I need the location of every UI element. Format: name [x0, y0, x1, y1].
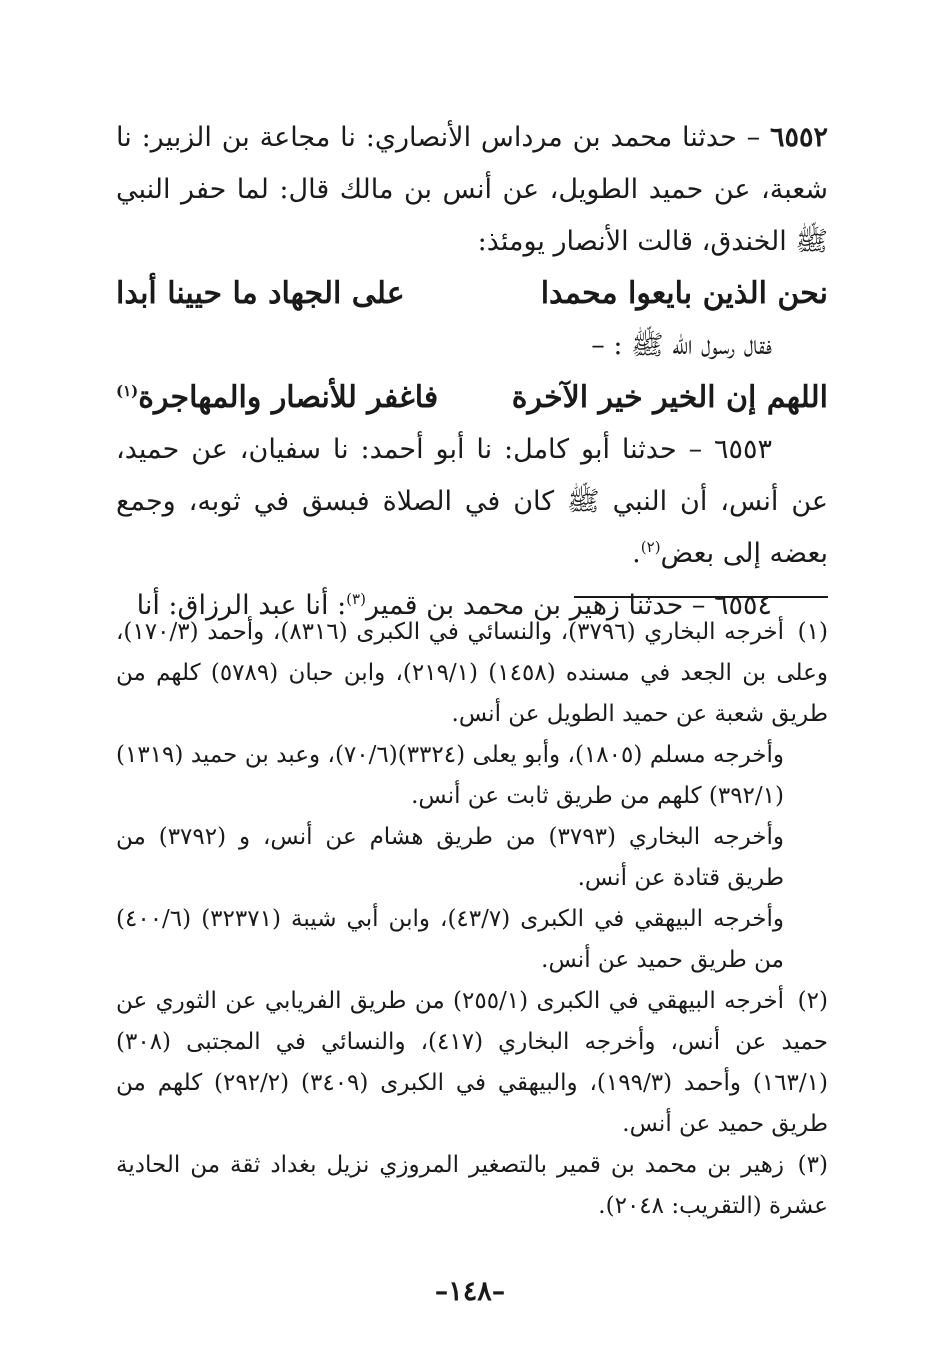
hadith-number: ٦٥٥٢: [769, 122, 828, 153]
poetry-verse-1: [116, 268, 828, 320]
footnote-2: [116, 981, 828, 1145]
footnote-1: [116, 612, 828, 981]
footnote-text: زهير بن محمد بن قمير بالتصغير المروزي نزيل بغداد ثقة من الحادية عشرة (التقريب: ٢٠٤٨).: [116, 1152, 828, 1219]
footnote-separator: [574, 596, 828, 598]
footnote-1-p2: وأخرجه مسلم (١٨٠٥)، وأبو يعلى (٣٣٢٤)(٧٠/٦)، وعبد بن حميد (١٣١٩) (٣٩٢/١) كلهم من طريق ثابت عن أنس.: [116, 742, 784, 809]
main-text: [116, 112, 828, 632]
verse-first-hemistich: نحن الذين بايعوا محمدا: [540, 276, 828, 311]
poetry-verse-2: [116, 372, 828, 424]
hadith-6553: [116, 424, 828, 580]
verse-second-hemistich: فاغفر للأنصار والمهاجرة: [138, 380, 439, 415]
footnote-number: (١): [797, 619, 828, 645]
verse-first-hemistich: اللهم إن الخير خير الآخرة: [511, 380, 828, 415]
verse-intro: فقال رسول الله ﷺ : –: [591, 330, 772, 361]
verse-second-hemistich: على الجهاد ما حيينا أبدا: [116, 276, 405, 311]
hadith-text: ٦٥٥٤ – حدثنا زهير بن محمد بن قمير: [365, 590, 772, 621]
footnote-1-p4: وأخرجه البيهقي في الكبرى (٤٣/٧)، وابن أبي شيبة (٣٢٣٧١) (٤٠٠/٦) من طريق حميد عن أنس.: [116, 906, 784, 973]
footnote-ref: (١): [116, 382, 139, 400]
footnote-number: (٢): [797, 988, 828, 1014]
page-number: –١٤٨–: [434, 1276, 506, 1307]
footnote-ref: (٢): [640, 538, 661, 556]
hadith-text: ٦٥٥٣ – حدثنا أبو كامل: نا أبو أحمد: نا سفيان، عن حميد، عن أنس، أن النبي ﷺ كان في الصلاة فبسق في ثوبه، وجمع بعضه إلى بعض: [116, 434, 828, 569]
hadith-text: – حدثنا محمد بن مرداس الأنصاري: نا مجاعة بن الزبير: نا شعبة، عن حميد الطويل، عن أنس بن مالك قال: لما حفر النبي ﷺ الخندق، قالت الأنصار يومئذ:: [116, 122, 828, 257]
hadith-end: .: [632, 538, 641, 569]
footnote-number: (٣): [797, 1152, 828, 1178]
footnote-1-p3: وأخرجه البخاري (٣٧٩٣) من طريق هشام عن أنس، و (٣٧٩٢) من طريق قتادة عن أنس.: [116, 824, 784, 891]
footnote-2-text: [116, 981, 828, 1145]
footnote-3: [116, 1145, 828, 1227]
footnotes: [116, 612, 828, 1227]
verse-second-hemistich-with-ref: [116, 372, 438, 424]
footnote-1-p1: [116, 612, 828, 735]
hadith-6552: [116, 112, 828, 268]
footnote-text: أخرجه البخاري (٣٧٩٦)، والنسائي في الكبرى (٨٣١٦)، وأحمد (١٧٠/٣)، وعلى بن الجعد في مسنده (١٤٥٨) (٢١٩/١)، وابن حبان (٥٧٨٩) كلهم من طريق شعبة عن حميد الطويل عن أنس.: [116, 619, 828, 727]
hadith-text-after: : أنا عبد الرزاق: أنا: [136, 590, 347, 621]
footnote-ref: (٣): [346, 590, 366, 608]
footnote-text: أخرجه البيهقي في الكبرى (٢٥٥/١) من طريق الفريابي عن الثوري عن حميد عن أنس، وأخرجه البخاري (٤١٧)، والنسائي في المجتبى (٣٠٨) (١٦٣/١) وأحمد (١٩٩/٣)، والبيهقي في الكبرى (٣٤٠٩) (٢٩٢/٢) كلهم من طريق حميد عن أنس.: [116, 988, 828, 1137]
footnote-3-text: [116, 1145, 828, 1227]
